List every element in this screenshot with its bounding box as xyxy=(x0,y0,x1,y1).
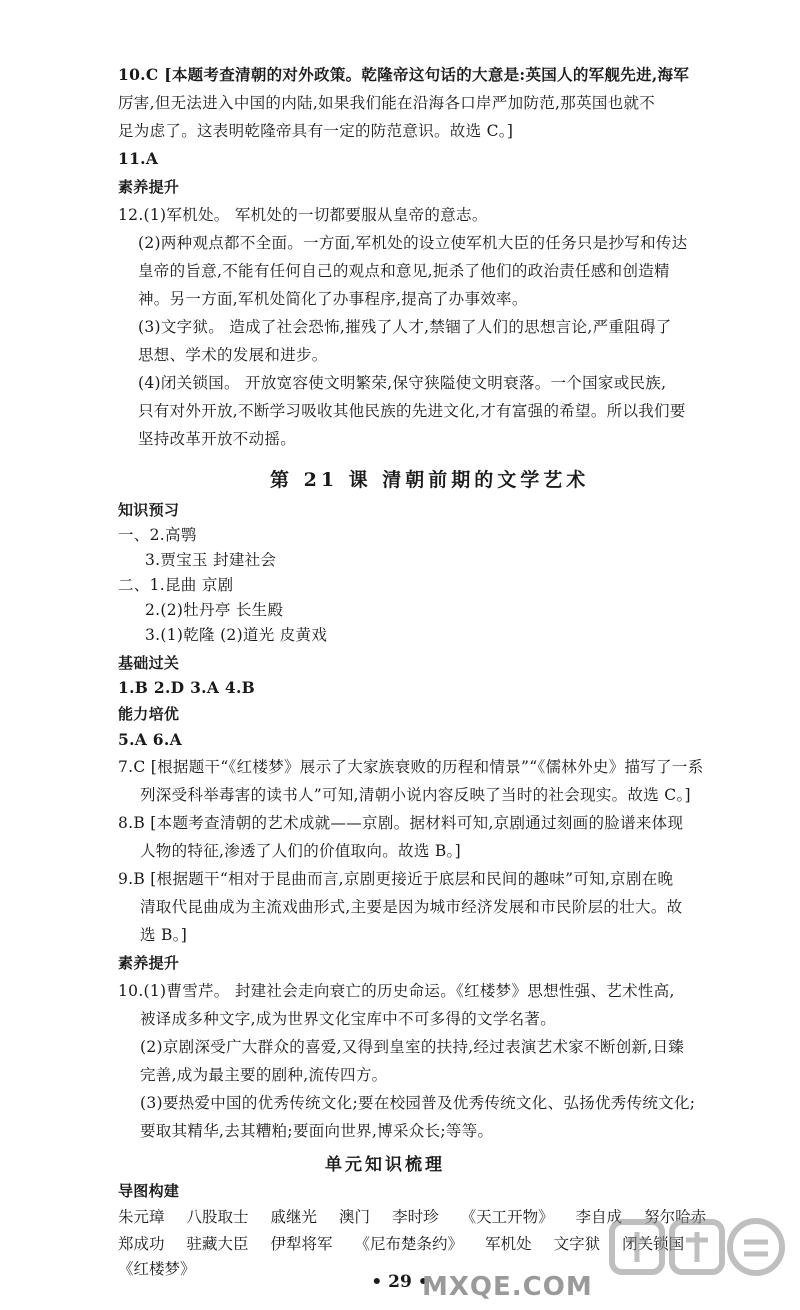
term: 澳门 xyxy=(339,1208,371,1226)
term: 八股取士 xyxy=(186,1208,249,1226)
answer-line: 10.(1)曹雪芹。 封建社会走向衰亡的历史命运。《红楼梦》思想性强、艺术性高, xyxy=(118,982,675,1000)
section-heading: 能力培优 xyxy=(118,705,180,723)
section-heading: 素养提升 xyxy=(118,954,180,972)
page-number: • 29 • xyxy=(371,1272,429,1292)
term: 戚继光 xyxy=(270,1208,318,1226)
section-heading: 导图构建 xyxy=(118,1182,180,1200)
answer-line: 8.B [本题考查清朝的艺术成就——京剧。据材料可知,京剧通过刻画的脸谱来体现 xyxy=(118,814,684,832)
answer-line: (3)文字狱。 造成了社会恐怖,摧残了人才,禁锢了人们的思想言论,严重阻碍了 xyxy=(138,318,672,336)
answer-line: 二、1.昆曲 京剧 xyxy=(118,576,234,594)
answer-line: 清取代昆曲成为主流戏曲形式,主要是因为城市经济发展和市民阶层的壮大。故 xyxy=(140,898,683,916)
term: 《天工开物》 xyxy=(460,1208,554,1226)
answer-line: 5.A 6.A xyxy=(118,730,182,749)
answer-line: 神。另一方面,军机处简化了办事程序,提高了办事效率。 xyxy=(138,290,528,308)
answer-line: 列深受科举毒害的读书人”可知,清朝小说内容反映了当时的社会现实。故选 C。] xyxy=(140,786,691,804)
answer-line: 坚持改革开放不动摇。 xyxy=(138,430,297,448)
answer-line: 3.贾宝玉 封建社会 xyxy=(145,551,277,569)
term: 李自成 xyxy=(575,1208,623,1226)
term: 文字狱 xyxy=(553,1235,601,1253)
term: 《红楼梦》 xyxy=(118,1260,196,1278)
answer-line: (3)要热爱中国的优秀传统文化;要在校园普及优秀传统文化、弘扬优秀传统文化; xyxy=(140,1094,696,1112)
term: 郑成功 xyxy=(118,1235,165,1253)
answer-line: (2)京剧深受广大群众的喜爱,又得到皇室的扶持,经过表演艺术家不断创新,日臻 xyxy=(140,1038,685,1056)
answer-line: 要取其精华,去其糟粕;要面向世界,博采众长;等等。 xyxy=(140,1122,494,1140)
term: 李时珍 xyxy=(392,1208,439,1226)
answer-line: 足为虑了。这表明乾隆帝具有一定的防范意识。故选 C。] xyxy=(118,122,514,140)
watermark-text: MXQE.COM xyxy=(422,1272,593,1302)
answer-line: 被译成多种文字,成为世界文化宝库中不可多得的文学名著。 xyxy=(140,1010,557,1028)
answer-line: 一、2.高鹗 xyxy=(118,526,197,544)
term: 努尔哈赤 xyxy=(644,1208,707,1226)
term: 朱元璋 xyxy=(118,1208,165,1226)
answer-line: 7.C [根据题干“《红楼梦》展示了大家族衰败的历程和情景”“《儒林外史》描写了一系 xyxy=(118,758,704,776)
answer-line: 1.B 2.D 3.A 4.B xyxy=(118,678,256,697)
lesson-title: 第 21 课 清朝前期的文学艺术 xyxy=(270,469,590,491)
term: 《尼布楚条约》 xyxy=(354,1235,464,1253)
answer-line: (4)闭关锁国。 开放宽容使文明繁荣,保守狭隘使文明衰落。一个国家或民族, xyxy=(138,374,667,392)
unit-title: 单元知识梳理 xyxy=(325,1155,445,1175)
answer-line: 12.(1)军机处。 军机处的一切都要服从皇帝的意志。 xyxy=(118,206,488,224)
answer-line: 10.C [本题考查清朝的对外政策。乾隆帝这句话的大意是:英国人的军舰先进,海军 xyxy=(118,65,690,84)
answer-line: 厉害,但无法进入中国的内陆,如果我们能在沿海各口岸严加防范,那英国也就不 xyxy=(118,94,656,112)
answer-line: 皇帝的旨意,不能有任何自己的观点和意见,扼杀了他们的政治责任感和创造精 xyxy=(138,262,670,280)
section-heading: 素养提升 xyxy=(118,178,180,196)
term: 驻藏大臣 xyxy=(186,1235,249,1253)
answer-line: 人物的特征,渗透了人们的价值取向。故选 B。] xyxy=(140,842,461,860)
term: 闭关锁国 xyxy=(622,1235,685,1253)
watermark-logo-icon xyxy=(608,1212,788,1302)
answer-line: 选 B。] xyxy=(140,926,188,944)
answer-line: 2.(2)牡丹亭 长生殿 xyxy=(145,601,284,619)
section-heading: 基础过关 xyxy=(118,654,180,672)
term: 伊犁将军 xyxy=(270,1235,333,1253)
answer-line: 完善,成为最主要的剧种,流传四方。 xyxy=(140,1066,388,1084)
answer-line: 3.(1)乾隆 (2)道光 皮黄戏 xyxy=(145,626,328,644)
answer-line: 11.A xyxy=(118,149,159,168)
section-heading: 知识预习 xyxy=(118,501,180,519)
answer-line: 9.B [根据题干“相对于昆曲而言,京剧更接近于底层和民间的趣味”可知,京剧在晚 xyxy=(118,870,674,888)
answer-line: (2)两种观点都不全面。一方面,军机处的设立使军机大臣的任务只是抄写和传达 xyxy=(138,234,688,252)
term: 军机处 xyxy=(485,1235,532,1253)
answer-line: 只有对外开放,不断学习吸收其他民族的先进文化,才有富强的希望。所以我们要 xyxy=(138,402,686,420)
answer-line: 思想、学术的发展和进步。 xyxy=(138,346,328,364)
